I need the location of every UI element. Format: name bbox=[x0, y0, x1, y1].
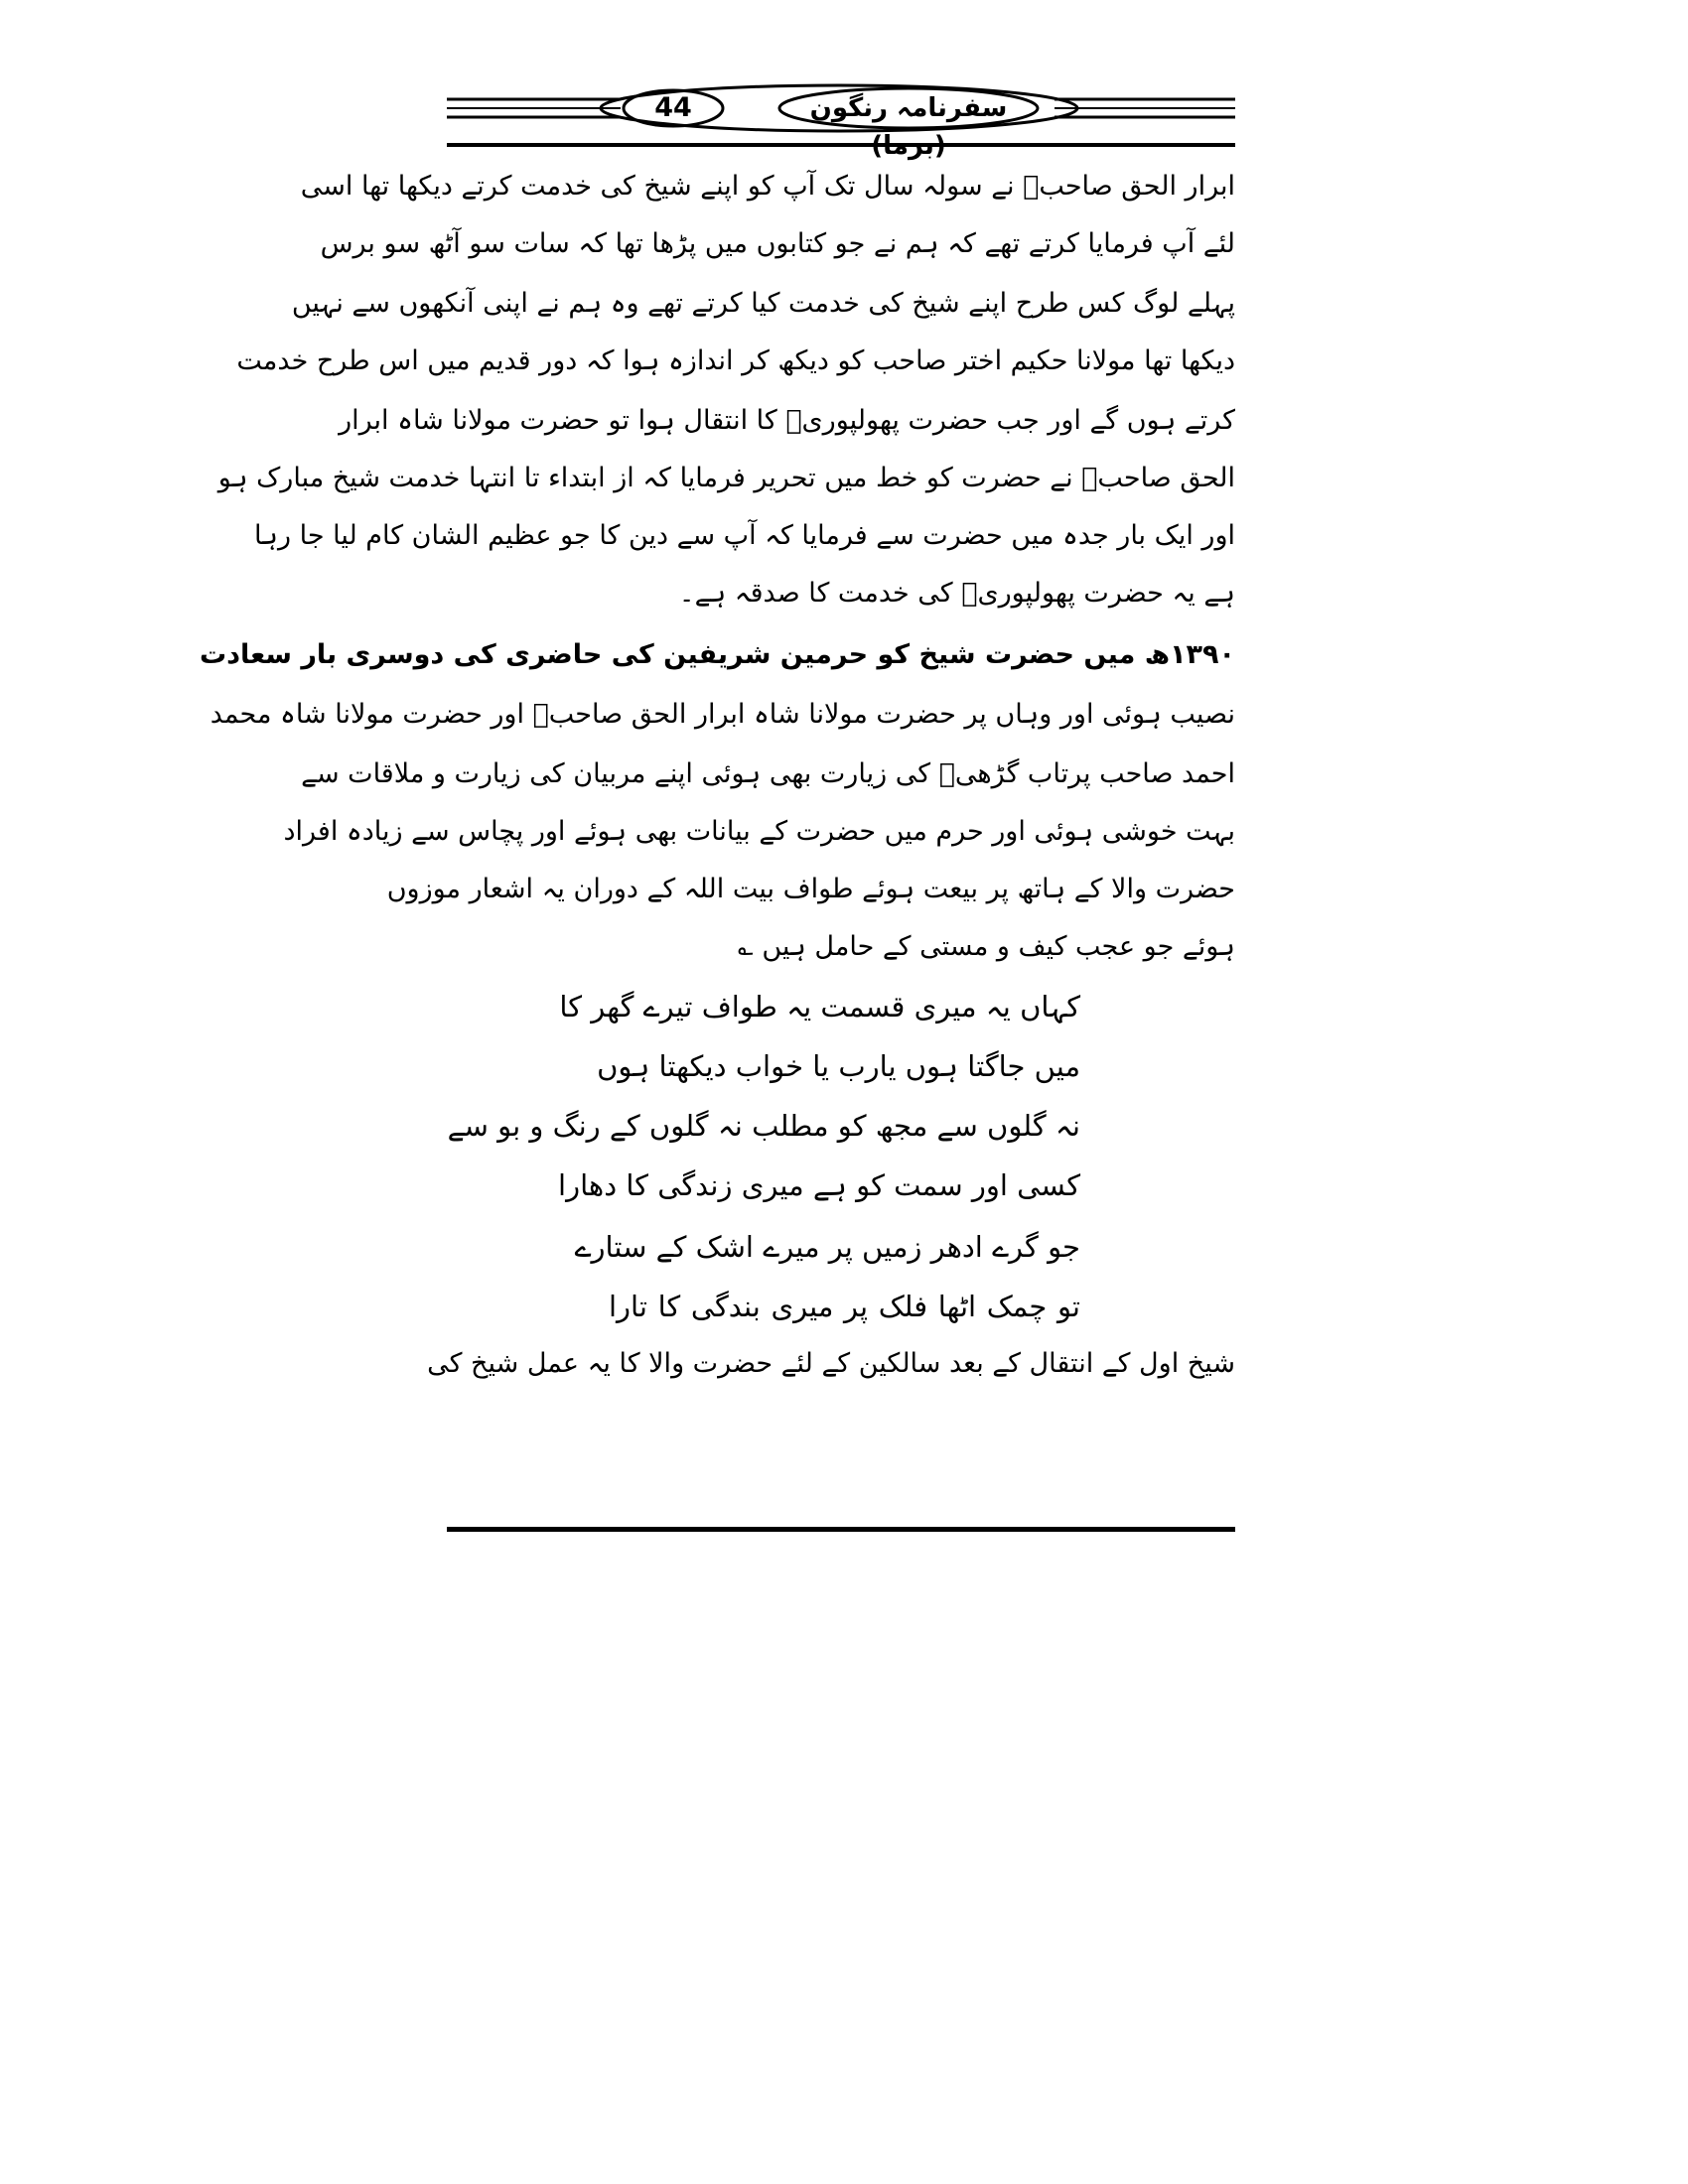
text-line: ۱۳۹۰ھ میں حضرت شیخ کو حرمین شریفین کی حاضری کی دوسری بار سعادت bbox=[200, 639, 1235, 670]
text-line: پہلے لوگ کس طرح اپنے شیخ کی خدمت کیا کرتے تھے وہ ہم نے اپنی آنکھوں سے نہیں bbox=[291, 288, 1235, 319]
text-line: ابرار الحق صاحبؒ نے سولہ سال تک آپ کو اپنے شیخ کی خدمت کرتے دیکھا تھا اسی bbox=[300, 171, 1235, 202]
poem-verse: جو گرے ادھر زمیں پر میرے اشک کے ستارے bbox=[574, 1230, 1080, 1264]
poem-verse: تو چمک اٹھا فلک پر میری بندگی کا تارا bbox=[609, 1290, 1080, 1323]
text-line: احمد صاحب پرتاب گڑھیؒ کی زیارت بھی ہوئی اپنے مربیان کی زیارت و ملاقات سے bbox=[301, 758, 1235, 789]
text-line: بہت خوشی ہوئی اور حرم میں حضرت کے بیانات بھی ہوئے اور پچاس سے زیادہ افراد bbox=[283, 816, 1235, 847]
text-line: حضرت والا کے ہاتھ پر بیعت ہوئے طواف بیت اللہ کے دوران یہ اشعار موزوں bbox=[386, 874, 1235, 904]
footer-divider bbox=[447, 1527, 1235, 1532]
poem-verse: میں جاگتا ہوں یارب یا خواب دیکھتا ہوں bbox=[597, 1049, 1080, 1083]
closing-line: شیخ اول کے انتقال کے بعد سالکین کے لئے حضرت والا کا یہ عمل شیخ کی bbox=[427, 1348, 1235, 1379]
text-line: دیکھا تھا مولانا حکیم اختر صاحب کو دیکھ کر اندازہ ہوا کہ دور قدیم میں اس طرح خدمت bbox=[236, 345, 1235, 376]
text-line: الحق صاحبؒ نے حضرت کو خط میں تحریر فرمایا کہ از ابتداء تا انتہا خدمت شیخ مبارک ہو bbox=[217, 463, 1235, 493]
poem-verse: کہاں یہ میری قسمت یہ طواف تیرے گھر کا bbox=[559, 990, 1080, 1024]
text-line: ہوئے جو عجب کیف و مستی کے حامل ہیں ؎ bbox=[737, 931, 1235, 962]
poem-verse: کسی اور سمت کو ہے میری زندگی کا دھارا bbox=[558, 1168, 1080, 1202]
book-title: سفرنامہ رنگون bbox=[809, 93, 1008, 123]
text-line: لئے آپ فرمایا کرتے تھے کہ ہم نے جو کتابوں میں پڑھا تھا کہ سات سو آٹھ سو برس bbox=[320, 228, 1235, 259]
text-line: ہے یہ حضرت پھولپوریؒ کی خدمت کا صدقہ ہے۔ bbox=[678, 578, 1235, 609]
text-line: نصیب ہوئی اور وہاں پر حضرت مولانا شاہ ابرار الحق صاحبؒ اور حضرت مولانا شاہ محمد bbox=[210, 699, 1235, 730]
header-divider bbox=[447, 143, 1235, 147]
text-line: کرتے ہوں گے اور جب حضرت پھولپوریؒ کا انتقال ہوا تو حضرت مولانا شاہ ابرار bbox=[339, 405, 1235, 436]
page-header bbox=[447, 83, 1235, 133]
poem-verse: نہ گلوں سے مجھ کو مطلب نہ گلوں کے رنگ و بو سے bbox=[447, 1109, 1080, 1143]
text-line: اور ایک بار جدہ میں حضرت سے فرمایا کہ آپ سے دین کا جو عظیم الشان کام لیا جا رہا bbox=[253, 520, 1235, 551]
page-number: 44 bbox=[654, 92, 692, 123]
